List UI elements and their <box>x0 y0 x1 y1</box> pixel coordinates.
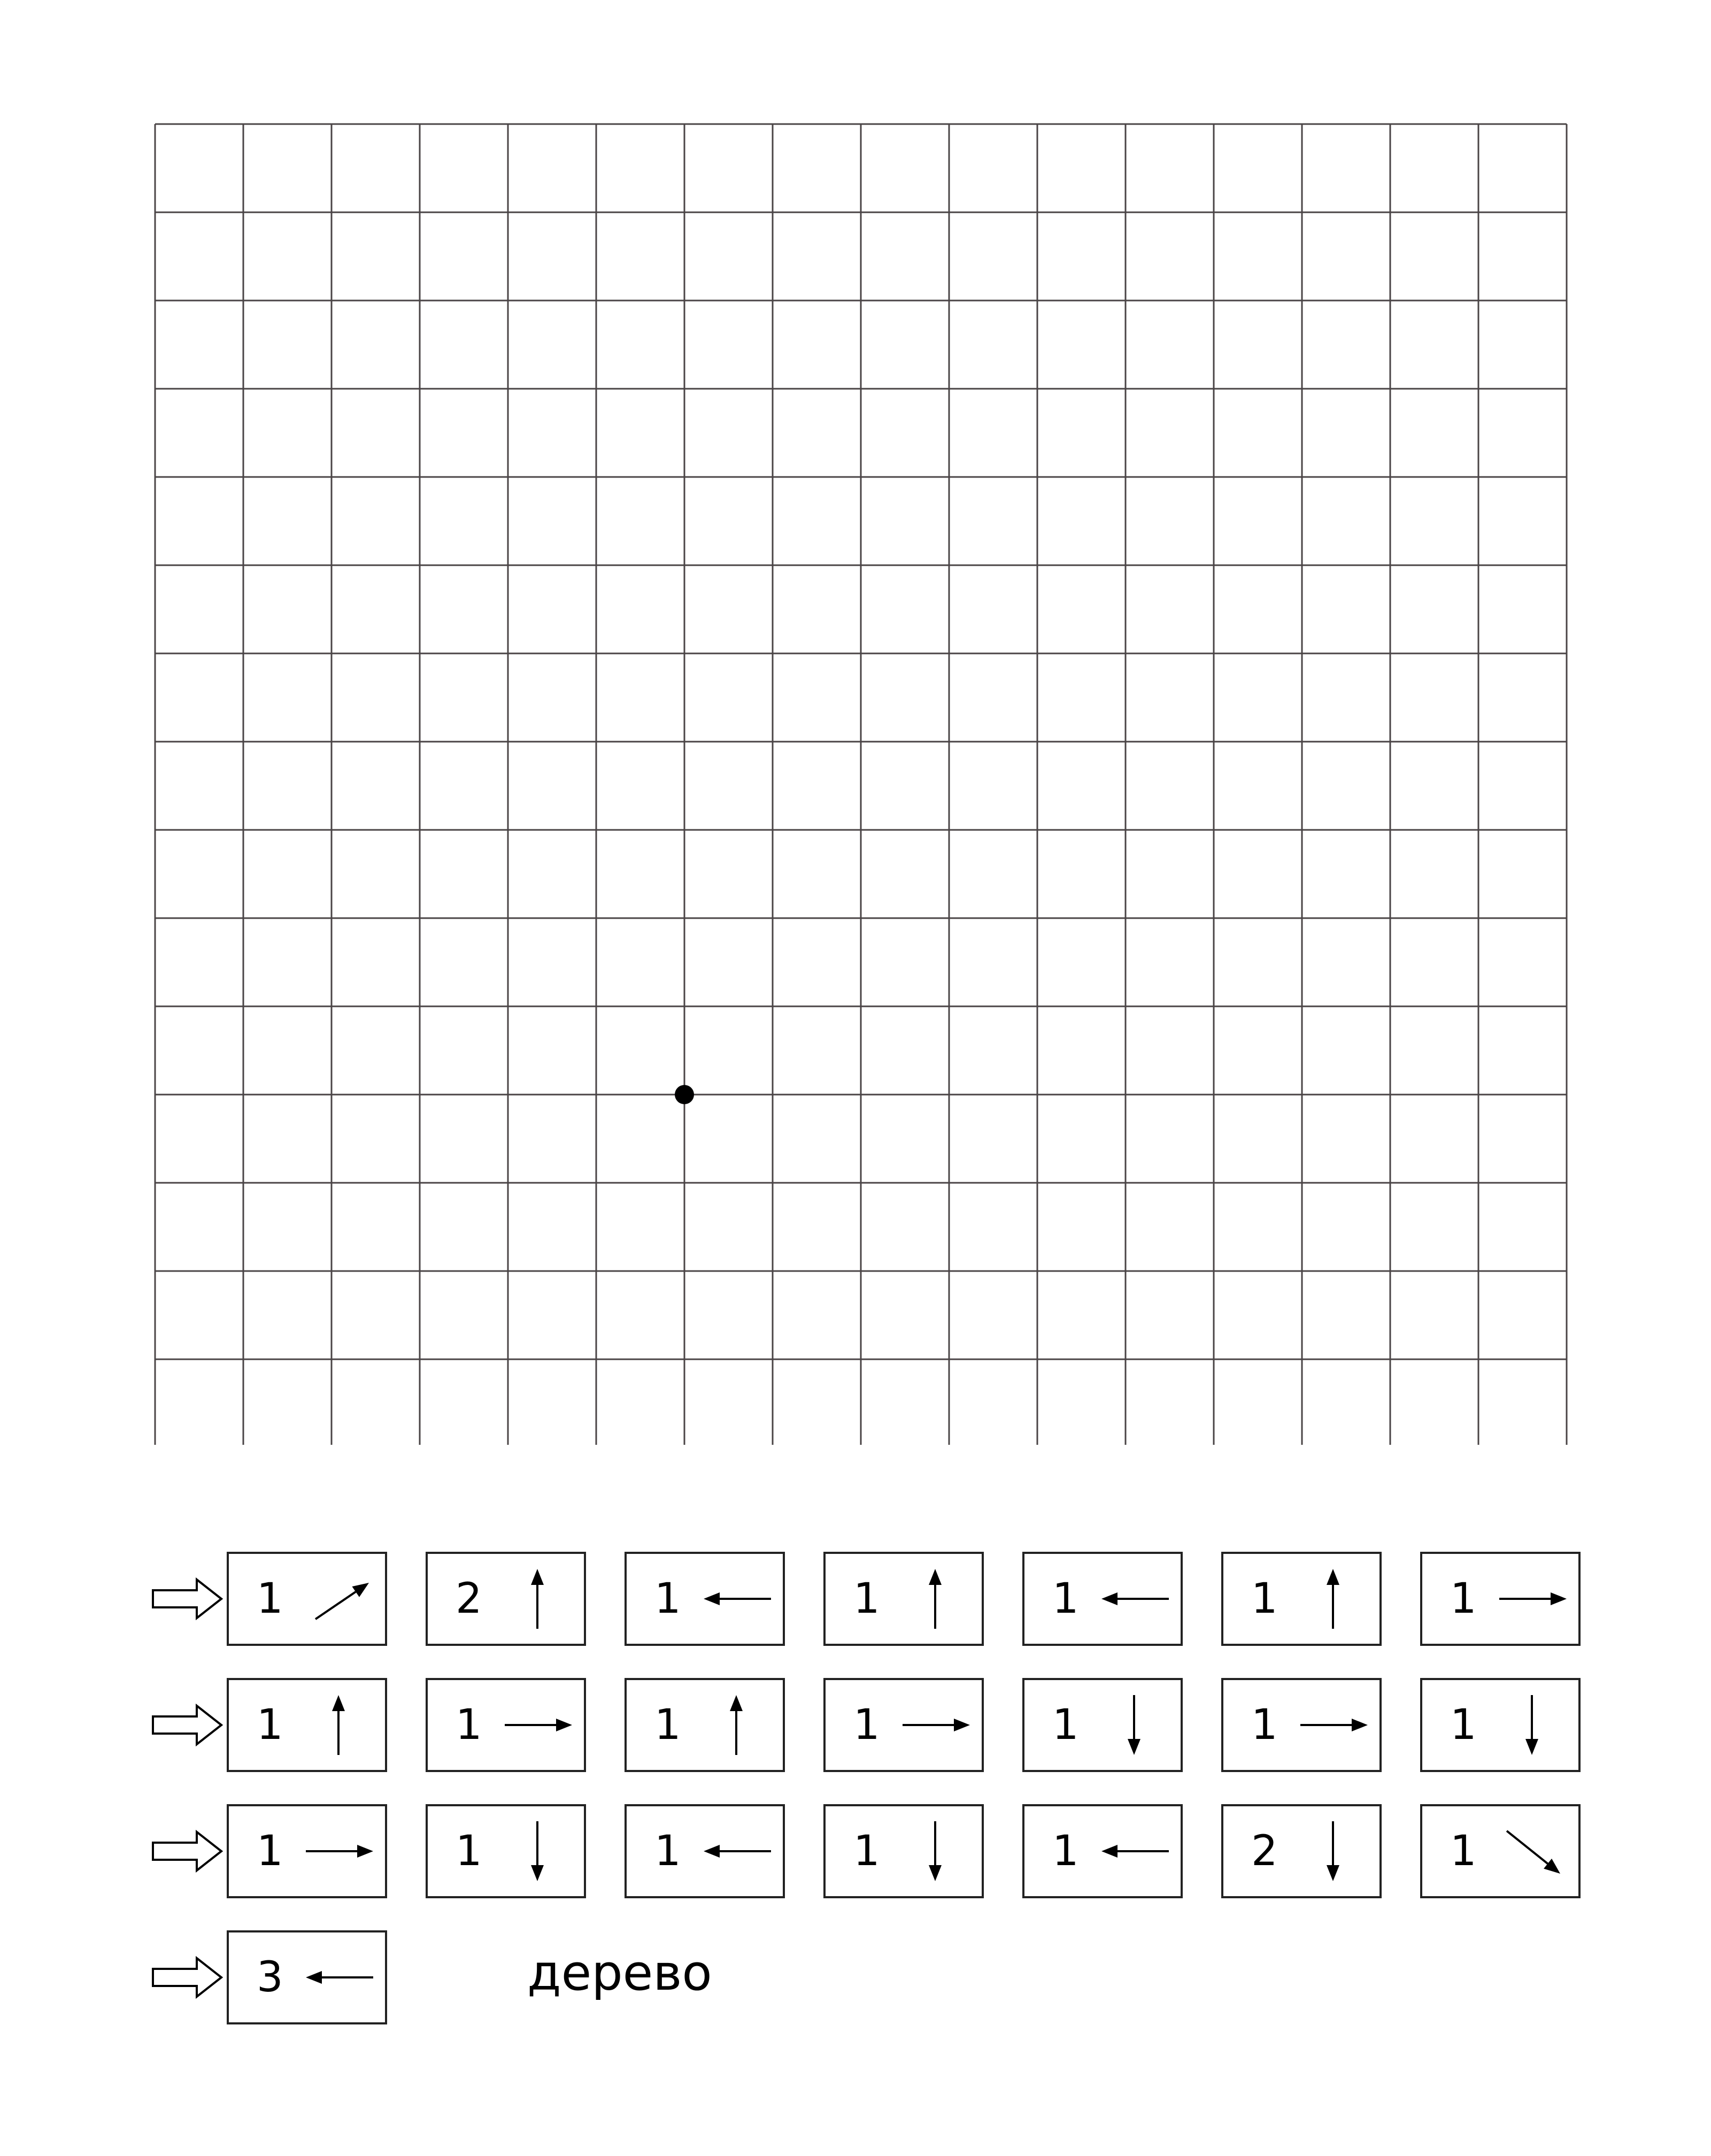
arrow-down-icon <box>1094 1690 1174 1760</box>
row-start-arrow-icon <box>151 1830 223 1873</box>
step-count: 1 <box>853 1827 880 1875</box>
step-count: 1 <box>257 1827 283 1875</box>
arrow-left-icon <box>298 1942 379 2013</box>
arrow-down-right-icon <box>1492 1816 1572 1886</box>
arrow-right-icon <box>497 1690 577 1760</box>
step-count: 1 <box>1450 1701 1477 1749</box>
step-count: 2 <box>456 1575 482 1623</box>
command-box <box>426 1804 586 1898</box>
arrow-left-icon <box>1094 1816 1174 1886</box>
row-start-arrow-icon <box>151 1577 223 1620</box>
row-start-arrow-icon <box>151 1704 223 1746</box>
arrow-right-icon <box>895 1690 975 1760</box>
arrow-up-icon <box>1293 1564 1373 1634</box>
arrow-down-icon <box>895 1816 975 1886</box>
step-count: 1 <box>853 1575 880 1623</box>
command-box <box>1022 1678 1183 1772</box>
arrow-down-icon <box>1293 1816 1373 1886</box>
command-box <box>625 1804 785 1898</box>
step-count: 1 <box>654 1827 681 1875</box>
step-count: 1 <box>654 1575 681 1623</box>
command-box <box>227 1930 387 2024</box>
step-count: 1 <box>1052 1575 1079 1623</box>
arrow-right-icon <box>298 1816 379 1886</box>
command-box <box>1221 1552 1382 1646</box>
step-count: 1 <box>1052 1701 1079 1749</box>
command-box <box>227 1552 387 1646</box>
arrow-right-icon <box>1492 1564 1572 1634</box>
step-count: 1 <box>257 1575 283 1623</box>
command-box <box>1420 1552 1581 1646</box>
command-box <box>1221 1804 1382 1898</box>
arrow-up-icon <box>497 1564 577 1634</box>
dictation-grid <box>154 123 1570 1445</box>
command-box <box>823 1804 984 1898</box>
step-count: 3 <box>257 1953 283 2001</box>
arrow-right-icon <box>1293 1690 1373 1760</box>
arrow-up-icon <box>895 1564 975 1634</box>
arrow-up-icon <box>298 1690 379 1760</box>
step-count: 1 <box>257 1701 283 1749</box>
caption: дерево <box>527 1944 712 2001</box>
command-box <box>1420 1678 1581 1772</box>
arrow-up-icon <box>696 1690 776 1760</box>
command-box <box>1022 1552 1183 1646</box>
step-count: 1 <box>654 1701 681 1749</box>
step-count: 1 <box>1450 1827 1477 1875</box>
command-box <box>426 1678 586 1772</box>
step-count: 1 <box>456 1827 482 1875</box>
row-start-arrow-icon <box>151 1956 223 1999</box>
step-count: 1 <box>1251 1701 1278 1749</box>
command-box <box>625 1678 785 1772</box>
command-box <box>823 1678 984 1772</box>
command-box <box>426 1552 586 1646</box>
step-count: 1 <box>456 1701 482 1749</box>
arrow-left-icon <box>696 1564 776 1634</box>
command-box <box>625 1552 785 1646</box>
step-count: 1 <box>1052 1827 1079 1875</box>
arrow-left-icon <box>1094 1564 1174 1634</box>
command-box <box>823 1552 984 1646</box>
command-box <box>1420 1804 1581 1898</box>
step-count: 2 <box>1251 1827 1278 1875</box>
start-point <box>675 1085 694 1104</box>
arrow-down-icon <box>497 1816 577 1886</box>
command-box <box>1022 1804 1183 1898</box>
step-count: 1 <box>1251 1575 1278 1623</box>
command-box <box>1221 1678 1382 1772</box>
arrow-up-right-icon <box>298 1564 379 1634</box>
step-count: 1 <box>853 1701 880 1749</box>
arrow-down-icon <box>1492 1690 1572 1760</box>
step-count: 1 <box>1450 1575 1477 1623</box>
command-box <box>227 1678 387 1772</box>
command-box <box>227 1804 387 1898</box>
arrow-left-icon <box>696 1816 776 1886</box>
